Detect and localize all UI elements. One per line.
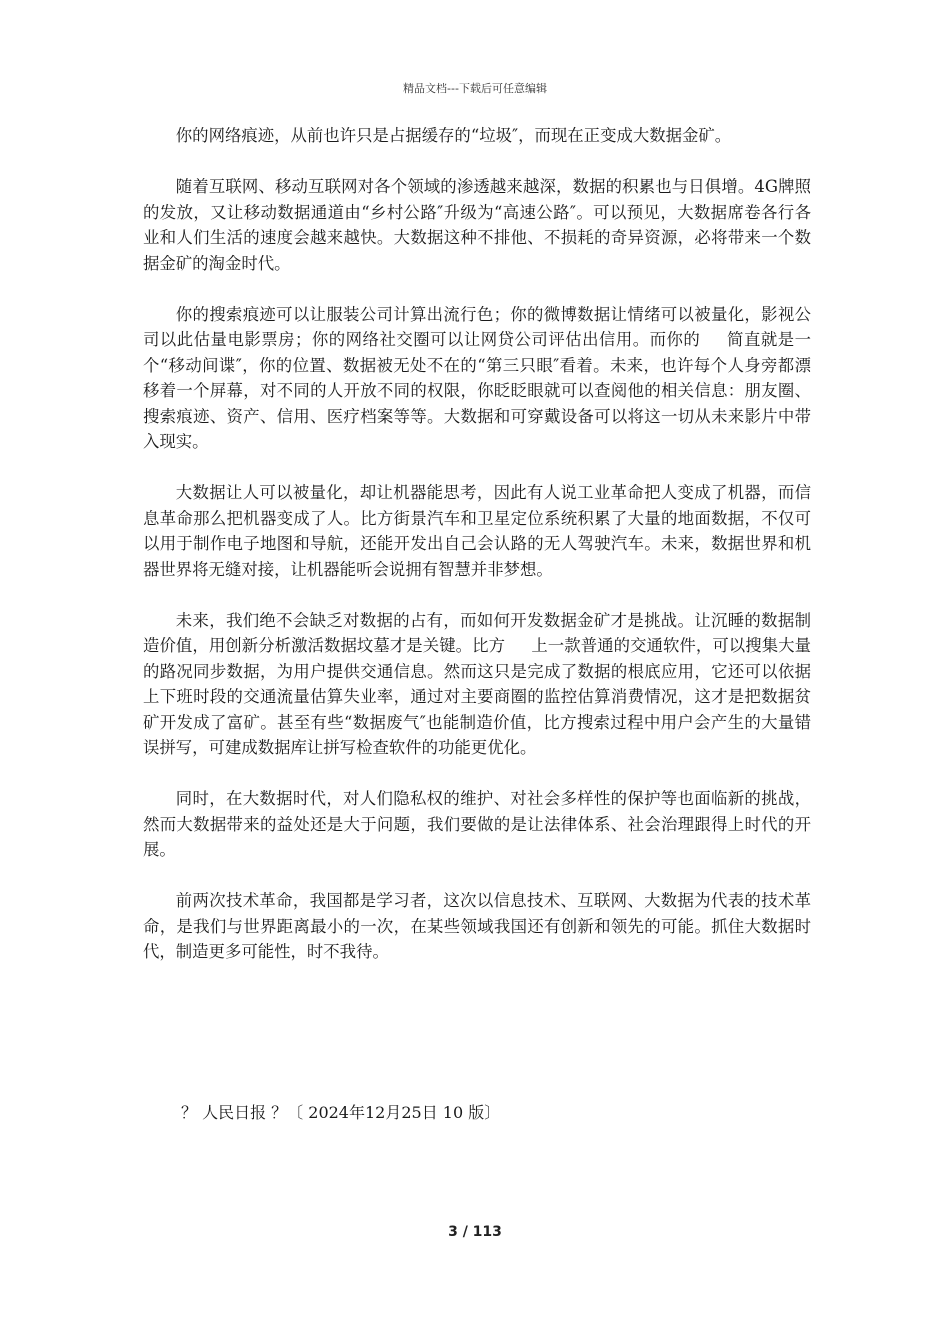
paragraph-3-part-2: 简直就是一个“移动间谍″，你的位置、数据被无处不在的“第三只眼″看着。未来，也许每个人身旁都漂移着一个屏幕，对不同的人开放不同的权限，你眨眨眼就可以查阅他的相关信息：朋友圈、搜索痕迹、资产、信用、医疗档案等等。大数据和可穿戴设备可以将这一切从未来影片中带入现实。 (143, 330, 812, 451)
paragraph-5 (143, 608, 811, 761)
paragraph-1: 你的网络痕迹，从前也许只是占据缓存的“垃圾″，而现在正变成大数据金矿。 (175, 126, 732, 145)
source-citation: ？ 人民日报 ？〔 2024年12月25日 10 版〕 (181, 1103, 501, 1122)
paragraph-7: 前两次技术革命，我国都是学习者，这次以信息技术、互联网、大数据为代表的技术革命，是我们与世界距离最小的一次，在某些领域我国还有创新和领先的可能。抓住大数据时代，制造更多可能性，时不我待。 (143, 891, 811, 961)
page-number: 3 / 113 (448, 1224, 502, 1240)
paragraph-5-part-1: 未来，我们绝不会缺乏对数据的占有，而如何开发数据金矿才是挑战。让沉睡的数据制造价值，用创新分析激活数据坟墓才是关键。比方 (143, 610, 811, 655)
paragraph-3-part-1: 你的搜索痕迹可以让服装公司计算出流行色；你的微博数据让情绪可以被量化，影视公司以此估量电影票房；你的网络社交圈可以让网贷公司评估出信用。而你的 (143, 304, 811, 349)
paragraph-2: 随着互联网、移动互联网对各个领域的渗透越来越深，数据的积累也与日俱增。4G牌照的发放，又让移动数据通道由“乡村公路″升级为“高速公路″。可以预见，大数据席卷各行各业和人们生活的速度会越来越快。大数据这种不排他、不损耗的奇异资源，必将带来一个数据金矿的淘金时代。 (143, 177, 811, 273)
paragraph-4: 大数据让人可以被量化，却让机器能思考，因此有人说工业革命把人变成了机器，而信息革命那么把机器变成了人。比方街景汽车和卫星定位系统积累了大量的地面数据，不仅可以用于制作电子地图和导航，还能开发出自己会认路的无人驾驶汽车。未来，数据世界和机器世界将无缝对接，让机器能听会说拥有智慧并非梦想。 (143, 483, 811, 579)
paragraph-5-part-2: 上一款普通的交通软件，可以搜集大量的路况同步数据，为用户提供交通信息。然而这只是完成了数据的根底应用，它还可以依据上下班时段的交通流量估算失业率，通过对主要商圈的监控估算消费情况，这才是把数据贫矿开发成了富矿。甚至有些“数据废气″也能制造价值，比方搜索过程中用户会产生的大量错误拼写，可建成数据库让拼写检查软件的功能更优化。 (143, 636, 812, 757)
paragraph-3 (143, 302, 811, 455)
page-header: 精品文档---下载后可任意编辑 (403, 82, 547, 95)
paragraph-6: 同时，在大数据时代，对人们隐私权的维护、对社会多样性的保护等也面临新的挑战，然而大数据带来的益处还是大于问题，我们要做的是让法律体系、社会治理跟得上时代的开展。 (143, 789, 811, 859)
article-body (143, 123, 811, 990)
